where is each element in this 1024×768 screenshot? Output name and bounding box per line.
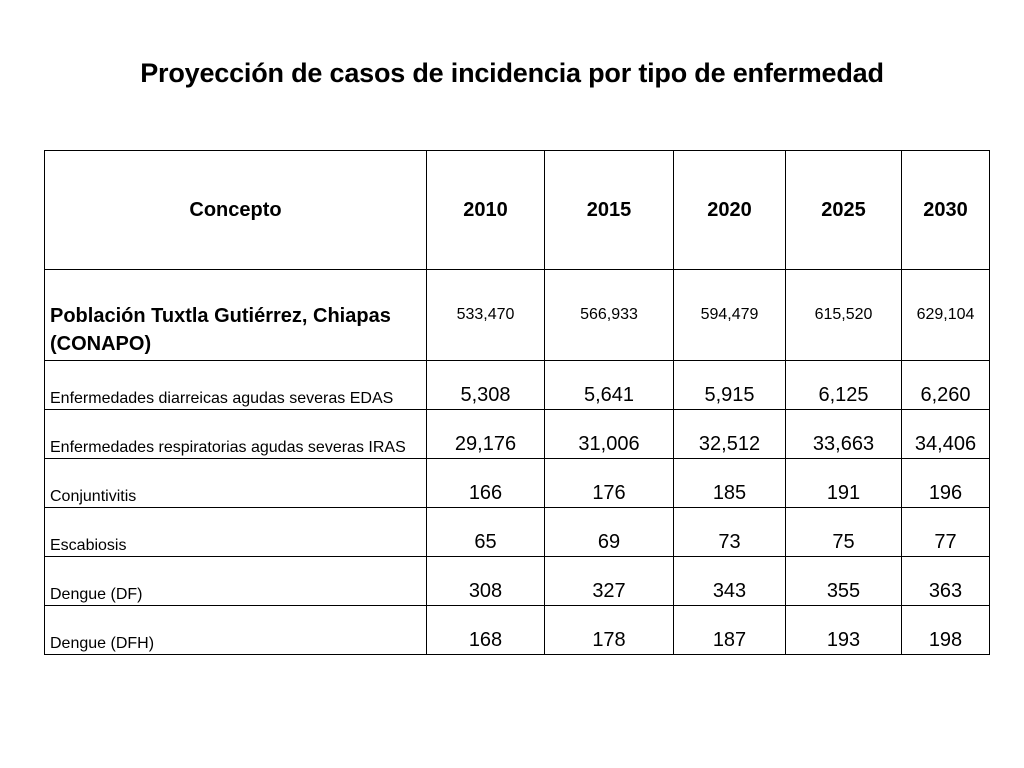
cell-2020: 594,479 xyxy=(674,270,786,361)
cell-2025: 193 xyxy=(786,606,902,655)
cell-2015: 69 xyxy=(545,508,674,557)
table-row xyxy=(45,508,990,557)
cell-2025: 33,663 xyxy=(786,410,902,459)
cell-2015: 178 xyxy=(545,606,674,655)
cell-2020: 5,915 xyxy=(674,361,786,410)
header-2015: 2015 xyxy=(545,151,674,270)
header-2010: 2010 xyxy=(427,151,545,270)
table-row xyxy=(45,361,990,410)
table-row xyxy=(45,606,990,655)
cell-2030: 198 xyxy=(902,606,990,655)
cell-2015: 31,006 xyxy=(545,410,674,459)
row-label: Escabiosis xyxy=(45,508,427,557)
header-2030: 2030 xyxy=(902,151,990,270)
header-2020: 2020 xyxy=(674,151,786,270)
page-title: Proyección de casos de incidencia por tipo de enfermedad xyxy=(140,58,884,88)
row-label: Enfermedades diarreicas agudas severas EDAS xyxy=(45,361,427,410)
table-row xyxy=(45,557,990,606)
cell-2020: 185 xyxy=(674,459,786,508)
cell-2020: 187 xyxy=(674,606,786,655)
cell-2015: 176 xyxy=(545,459,674,508)
cell-2030: 34,406 xyxy=(902,410,990,459)
cell-2010: 5,308 xyxy=(427,361,545,410)
cell-2010: 166 xyxy=(427,459,545,508)
header-concepto: Concepto xyxy=(45,151,427,270)
cell-2030: 6,260 xyxy=(902,361,990,410)
cell-2010: 308 xyxy=(427,557,545,606)
row-label: Población Tuxtla Gutiérrez, Chiapas (CONAPO) xyxy=(45,270,427,361)
row-label: Conjuntivitis xyxy=(45,459,427,508)
cell-2030: 363 xyxy=(902,557,990,606)
cell-2010: 29,176 xyxy=(427,410,545,459)
table-row xyxy=(45,410,990,459)
cell-2015: 566,933 xyxy=(545,270,674,361)
cell-2025: 191 xyxy=(786,459,902,508)
cell-2030: 77 xyxy=(902,508,990,557)
cell-2020: 32,512 xyxy=(674,410,786,459)
table-row xyxy=(45,459,990,508)
cell-2015: 5,641 xyxy=(545,361,674,410)
cell-2030: 629,104 xyxy=(902,270,990,361)
table-header-row xyxy=(45,151,990,270)
cell-2010: 65 xyxy=(427,508,545,557)
row-label: Dengue (DF) xyxy=(45,557,427,606)
cell-2015: 327 xyxy=(545,557,674,606)
cell-2010: 168 xyxy=(427,606,545,655)
cell-2025: 75 xyxy=(786,508,902,557)
row-label: Enfermedades respiratorias agudas severas IRAS xyxy=(45,410,427,459)
incidence-table xyxy=(44,150,990,655)
cell-2020: 73 xyxy=(674,508,786,557)
cell-2025: 355 xyxy=(786,557,902,606)
cell-2025: 6,125 xyxy=(786,361,902,410)
cell-2020: 343 xyxy=(674,557,786,606)
header-2025: 2025 xyxy=(786,151,902,270)
cell-2010: 533,470 xyxy=(427,270,545,361)
cell-2025: 615,520 xyxy=(786,270,902,361)
cell-2030: 196 xyxy=(902,459,990,508)
table-row-population xyxy=(45,270,990,361)
row-label: Dengue (DFH) xyxy=(45,606,427,655)
